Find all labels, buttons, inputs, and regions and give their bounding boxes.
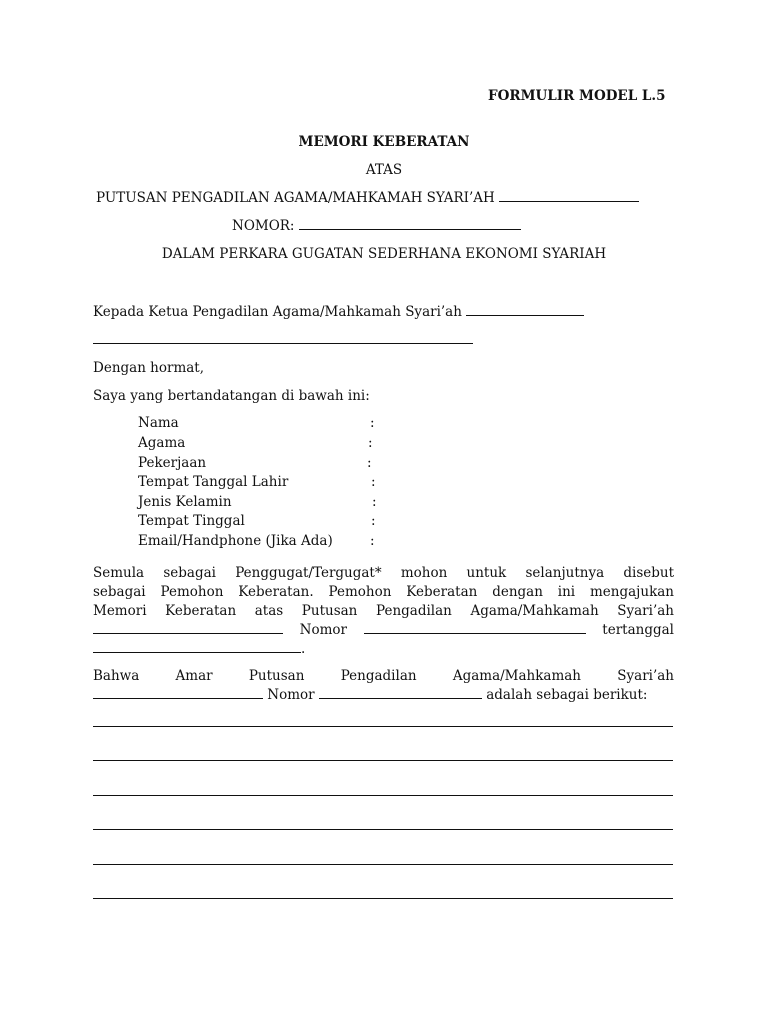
writing-line-3[interactable] [93, 795, 673, 796]
paragraph1-line4 [93, 622, 674, 638]
amar-court-blank[interactable] [93, 697, 263, 699]
field-label-email: Email/Handphone (Jika Ada) [138, 533, 333, 549]
putusan-date-blank[interactable] [93, 651, 301, 653]
address-second-line [93, 332, 473, 348]
paragraph1-tertanggal-text: tertanggal [602, 622, 674, 638]
field-label-jenis-kelamin: Jenis Kelamin [138, 494, 232, 510]
paragraph1-line3: Memori Keberatan atas Putusan Pengadilan Agama/Mahkamah Syari’ah [93, 603, 674, 619]
court-name-blank[interactable] [499, 200, 639, 202]
title-nomor-blank[interactable] [299, 228, 521, 230]
document-title: MEMORI KEBERATAN [298, 134, 470, 150]
title-nomor-text: NOMOR: [232, 218, 295, 234]
title-atas: ATAS [365, 162, 403, 178]
field-colon-agama: : [368, 435, 373, 451]
address-text: Kepada Ketua Pengadilan Agama/Mahkamah Syari’ah [93, 304, 462, 320]
writing-line-2[interactable] [93, 760, 673, 761]
field-label-pekerjaan: Pekerjaan [138, 455, 207, 471]
putusan-nomor-blank[interactable] [364, 632, 586, 634]
address-continuation-blank[interactable] [93, 342, 473, 344]
title-nomor-line [232, 218, 521, 234]
paragraph2-line2 [93, 687, 647, 703]
title-case-line: DALAM PERKARA GUGATAN SEDERHANA EKONOMI SYARIAH [161, 246, 607, 262]
field-colon-jenis-kelamin: : [372, 494, 377, 510]
field-colon-email: : [370, 533, 375, 549]
field-label-nama: Nama [138, 415, 179, 431]
field-label-agama: Agama [138, 435, 186, 451]
field-colon-ttl: : [371, 474, 376, 490]
paragraph2-line1: Bahwa Amar Putusan Pengadilan Agama/Mahkamah Syari’ah [93, 668, 674, 684]
paragraph2-nomor-text: Nomor [267, 687, 315, 703]
writing-line-4[interactable] [93, 829, 673, 830]
paragraph1-line5 [93, 641, 305, 657]
paragraph1-nomor-text: Nomor [299, 622, 347, 638]
address-line [93, 304, 584, 320]
title-court-text: PUTUSAN PENGADILAN AGAMA/MAHKAMAH SYARI’AH [96, 190, 495, 206]
writing-line-1[interactable] [93, 726, 673, 727]
greeting: Dengan hormat, [93, 360, 205, 376]
field-colon-nama: : [370, 415, 375, 431]
field-colon-tempat-tinggal: : [371, 513, 376, 529]
field-colon-pekerjaan: : [367, 455, 372, 471]
paragraph2-ending-text: adalah sebagai berikut: [486, 687, 648, 703]
field-label-ttl: Tempat Tanggal Lahir [138, 474, 289, 490]
amar-nomor-blank[interactable] [319, 697, 482, 699]
writing-line-6[interactable] [93, 898, 673, 899]
paragraph1-line1: Semula sebagai Penggugat/Tergugat* mohon untuk selanjutnya disebut [93, 565, 674, 581]
field-label-tempat-tinggal: Tempat Tinggal [138, 513, 245, 529]
paragraph1-line2: sebagai Pemohon Keberatan. Pemohon Keberatan dengan ini mengajukan [93, 584, 674, 600]
paragraph1-period: . [301, 641, 306, 657]
writing-line-5[interactable] [93, 864, 673, 865]
putusan-court-blank[interactable] [93, 632, 283, 634]
form-model-label: FORMULIR MODEL L.5 [488, 88, 666, 104]
address-court-blank[interactable] [466, 314, 584, 316]
intro-text: Saya yang bertandatangan di bawah ini: [93, 388, 370, 404]
title-court-line [96, 190, 639, 206]
